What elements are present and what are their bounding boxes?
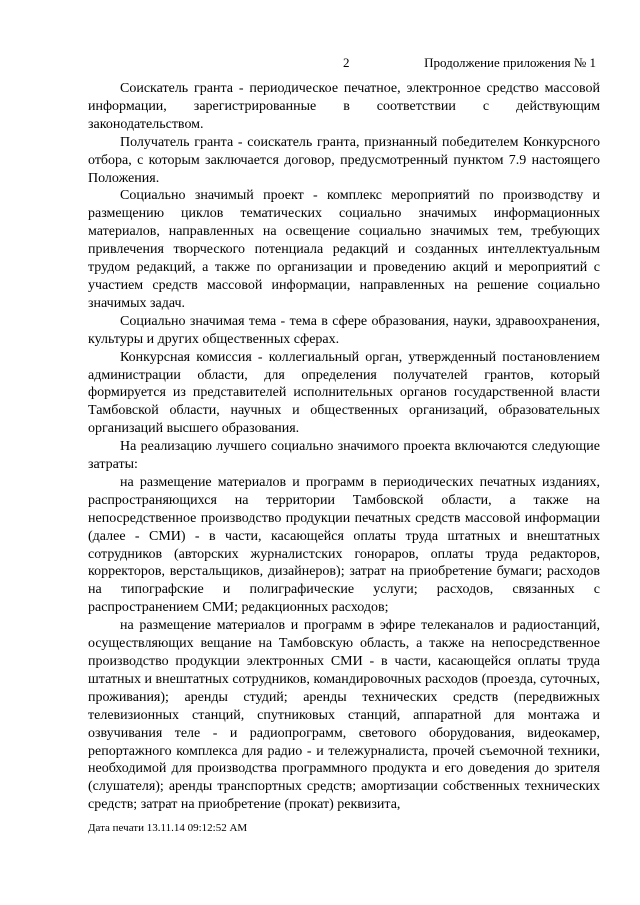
document-body (88, 80, 600, 814)
paragraph-print-media-costs: на размещение материалов и программ в периодических печатных изданиях, распространяющихся на территории Тамбовской области, а также на непосредственное производство продукции печатных средств массовой информации (далее - СМИ) - в части, касающейся оплаты труда штатных и внештатных сотрудников (авторских журналистских гонораров, оплаты труда редакторов, корректоров, верстальщиков, дизайнеров); затрат на приобретение бумаги; расходов на типографские и полиграфические услуги; расходов, связанных с распространением СМИ; редакционных расходов; (88, 474, 600, 616)
paragraph-grant-applicant: Соискатель гранта - периодическое печатное, электронное средство массовой информации, зарегистрированные в соответствии с действующим законодательством. (88, 81, 600, 132)
paragraph-costs-intro: На реализацию лучшего социально значимого проекта включаются следующие затраты: (88, 439, 600, 473)
paragraph-grant-recipient: Получатель гранта - соискатель гранта, признанный победителем Конкурсного отбора, с которым заключается договор, предусмотренный пунктом 7.9 настоящего Положения. (88, 134, 600, 186)
paragraph-electronic-media-costs: на размещение материалов и программ в эфире телеканалов и радиостанций, осуществляющих вещание на Тамбовскую область, а также на непосредственное производство продукции электронных СМИ - в части, касающейся оплаты труда штатных и внештатных сотрудников, командировочных расходов (проезда, суточных, проживания); аренды студий; аренды технических средств (передвижных телевизионных станций, спутниковых станций, аппаратной для монтажа и озвучивания теле - и радиопрограмм, светового оборудования, видеокамер, репортажного комплекса для радио - и тележурналиста, прочей съемочной техники, необходимой для производства программного продукта и его доведения до зрителя (слушателя); аренды транспортных средств; амортизации собственных технических средств; затрат на приобретение (прокат) реквизита, (88, 618, 600, 813)
appendix-continuation-label: Продолжение приложения № 1 (424, 55, 596, 70)
paragraph-social-project: Социально значимый проект - комплекс мероприятий по производству и размещению циклов тематических социально значимых информационных материалов, направленных на освещение социально значимых тем, требующих привлечения творческого потенциала редакций и созданных интеллектуальным трудом редакций, а также по организации и проведению акций и мероприятий с участием средств массовой информации, направленных на решение социально значимых задач. (88, 188, 600, 311)
print-date-footer: Дата печати 13.11.14 09:12:52 AM (88, 822, 248, 834)
paragraph-social-topic: Социально значимая тема - тема в сфере образования, науки, здравоохранения, культуры и других общественных сферах. (88, 313, 600, 347)
page-number: 2 (343, 55, 350, 70)
paragraph-competition-commission: Конкурсная комиссия - коллегиальный орган, утвержденный постановлением администрации области, для определения получателей грантов, который формируется из представителей исполнительных органов государственной власти Тамбовской области, научных и общественных организаций, образовательных организаций высшего образования. (88, 349, 600, 437)
